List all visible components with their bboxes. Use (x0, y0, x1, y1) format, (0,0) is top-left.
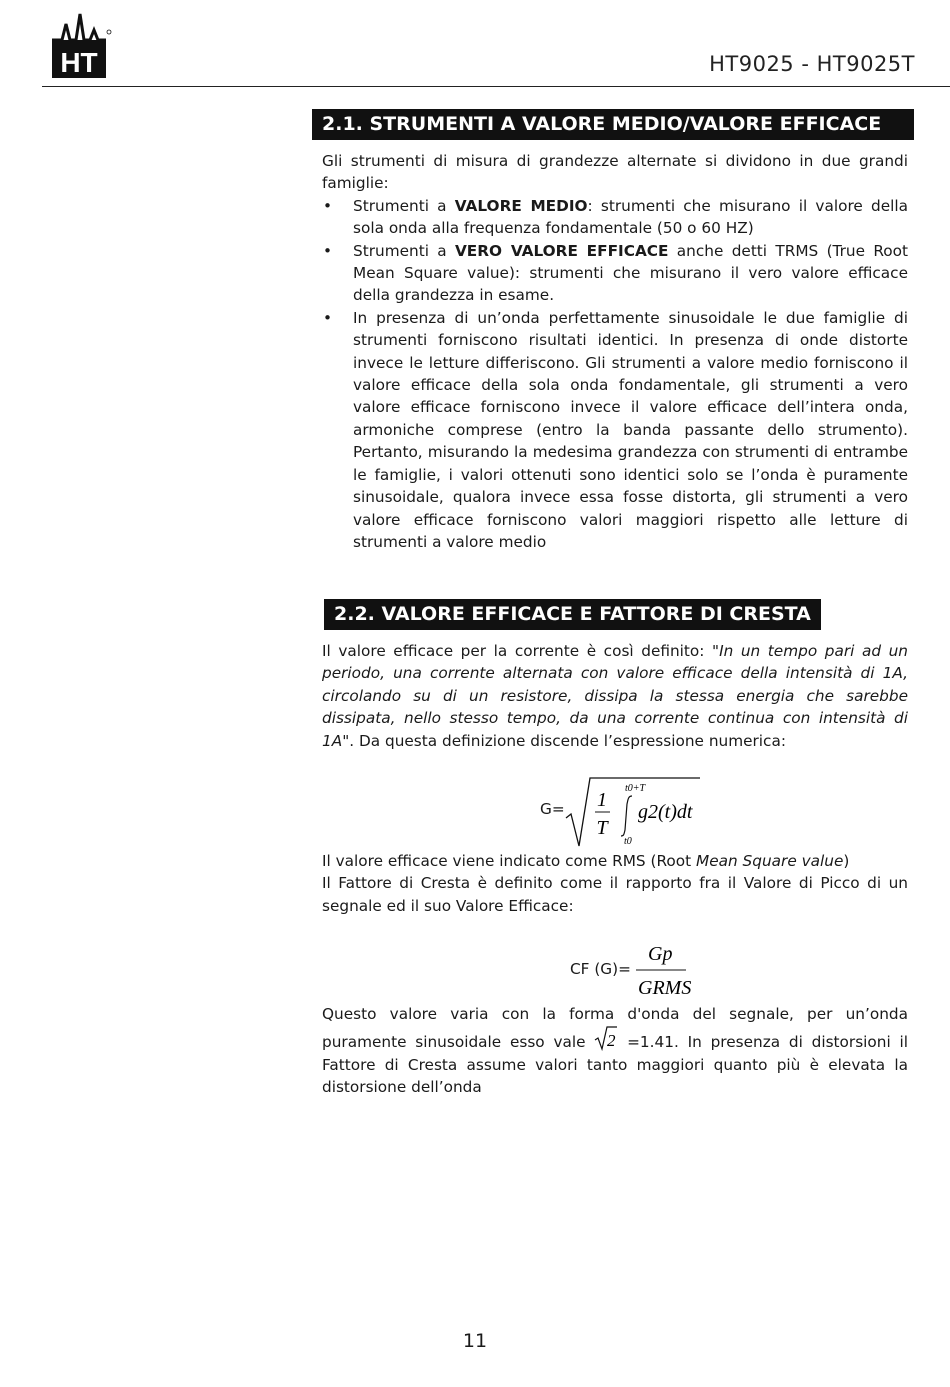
section-heading-2-1: 2.1. STRUMENTI A VALORE MEDIO/VALORE EFFICACE (312, 109, 914, 140)
formula-label: G= (540, 800, 565, 818)
model-title: HT9025 - HT9025T (709, 52, 915, 76)
rms-definition-paragraph: Il valore efficace per la corrente è così definito: "In un tempo pari ad un periodo, una corrente alternata con valore efficace della intensità di 1A, circolando su di un resistore, dissipa la stessa energia che sarebbe dissipata, nello stesso tempo, da una corrente continua con intensità di 1A". Da questa definizione discende l’espressione numerica: (322, 642, 908, 750)
section-2-1-body (322, 150, 908, 553)
bullet-icon: • (323, 196, 333, 215)
formula-label: CF (G)= (570, 960, 631, 978)
svg-text:1: 1 (597, 789, 607, 811)
svg-text:g2(t)dt: g2(t)dt (638, 801, 693, 823)
svg-text:t0: t0 (624, 836, 632, 847)
svg-text:GRMS: GRMS (638, 977, 692, 999)
svg-text:T: T (596, 817, 608, 839)
svg-text:2: 2 (607, 1031, 616, 1051)
header-rule (42, 86, 950, 87)
rms-integral-formula (564, 774, 700, 850)
rms-paragraph: Il valore efficace viene indicato come RMS (Root Mean Square value) (322, 852, 850, 870)
crest-factor-formula (570, 938, 700, 1002)
square-root-symbol (594, 1025, 618, 1051)
section-heading-2-2: 2.2. VALORE EFFICACE E FATTORE DI CRESTA (324, 599, 821, 630)
bullet-icon: • (323, 241, 333, 260)
rms-formula (540, 774, 700, 850)
rms-notes (322, 850, 908, 917)
page-number: 11 (462, 1330, 488, 1352)
bullet-list (322, 195, 908, 554)
list-item: • Strumenti a VALORE MEDIO: strumenti che misurano il valore della sola onda alla frequenza fondamentale (50 o 60 HZ) (323, 196, 908, 238)
crest-factor-paragraph: Il Fattore di Cresta è definito come il rapporto fra il Valore di Picco di un segnale ed il suo Valore Efficace: (322, 874, 908, 915)
bullet-icon: • (323, 308, 333, 327)
logo-text: HT (60, 47, 98, 78)
svg-text:t0+T: t0+T (625, 783, 646, 794)
list-item: • Strumenti a VERO VALORE EFFICACE anche detti TRMS (True Root Mean Square value): strumenti che misurano il vero valore efficace della grandezza in esame. (323, 241, 909, 305)
intro-paragraph: Gli strumenti di misura di grandezze alternate si dividono in due grandi famiglie: (322, 152, 908, 193)
ht-logo (50, 10, 112, 80)
list-item: • In presenza di un’onda perfettamente sinusoidale le due famiglie di strumenti forniscono risultati identici. In presenza di onde distorte invece le letture differiscono. Gli strumenti a valore medio forniscono il valore efficace della sola onda fondamentale, gli strumenti a vero valore efficace forniscono invece il valore efficace dell’intera onda, armoniche comprese (entro la banda passante dello strumento). Pertanto, misurando la medesima grandezza con strumenti di entrambe le famiglie, i valori ottenuti sono identici solo se l’onda è puramente sinusoidale, qualora invece essa fosse distorta, gli strumenti a vero valore efficace forniscono valori maggiori rispetto alle letture di strumenti a valore medio (323, 308, 908, 551)
svg-text:Gp: Gp (648, 943, 673, 965)
crest-factor-value-paragraph: Questo valore varia con la forma d'onda del segnale, per un’onda puramente sinusoidale esso vale 2 =1.41. In presenza di distorsioni il Fattore di Cresta assume valori tanto maggiori quanto più è elevata la distorsione dell’onda (322, 1005, 909, 1097)
crest-factor-fraction (634, 938, 694, 1002)
